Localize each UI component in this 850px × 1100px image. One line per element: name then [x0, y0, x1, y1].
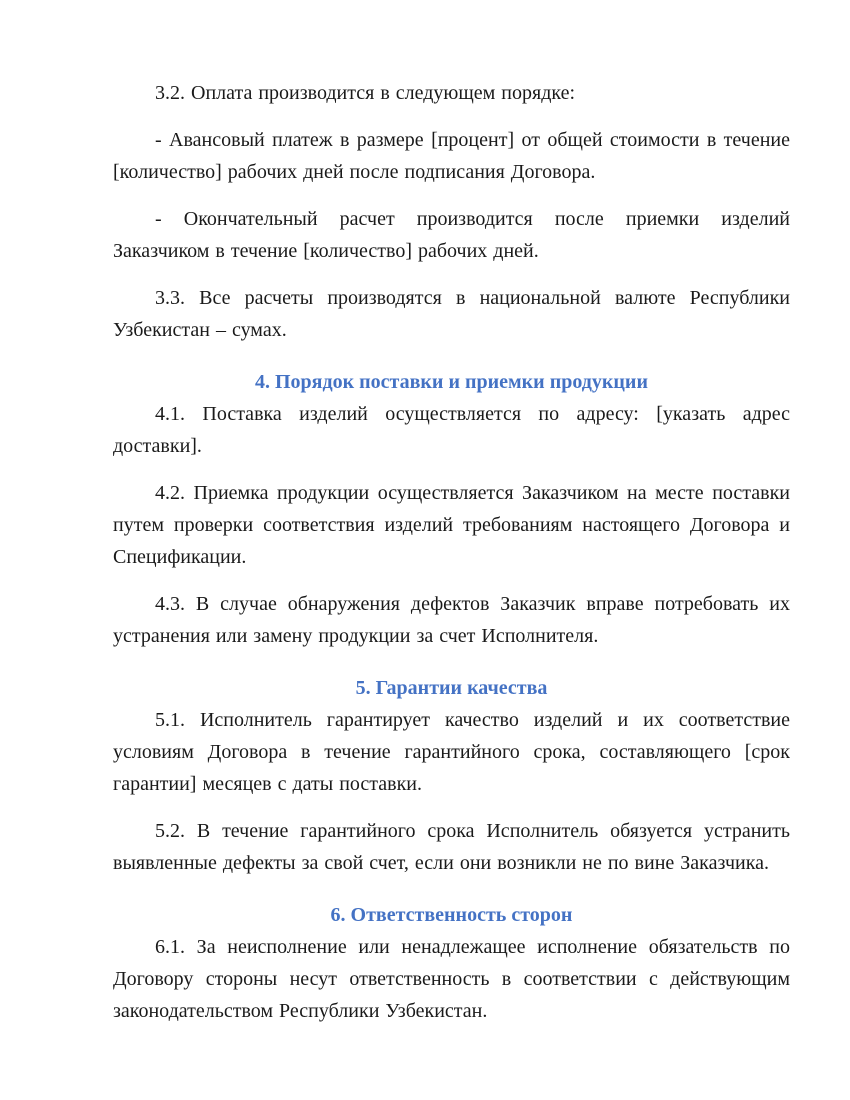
- clause-5-2: 5.2. В течение гарантийного срока Исполнитель обязуется устранить выявленные дефекты за свой счет, если они возникли не по вине Заказчика.: [113, 820, 790, 874]
- clause-4-1: 4.1. Поставка изделий осуществляется по адресу: [указать адрес доставки].: [113, 403, 790, 457]
- clause-4-2: 4.2. Приемка продукции осуществляется Заказчиком на месте поставки путем проверки соответствия изделий требованиям настоящего Договора и Спецификации.: [113, 482, 790, 568]
- section-heading-6: 6. Ответственность сторон: [330, 904, 573, 926]
- clause-3-3: 3.3. Все расчеты производятся в национальной валюте Республики Узбекистан – сумах.: [113, 287, 790, 341]
- clause-3-2: 3.2. Оплата производится в следующем порядке:: [155, 82, 576, 104]
- clause-4-3: 4.3. В случае обнаружения дефектов Заказчик вправе потребовать их устранения или замену продукции за счет Исполнителя.: [113, 593, 790, 647]
- section-heading-5: 5. Гарантии качества: [355, 677, 548, 699]
- section-heading-4: 4. Порядок поставки и приемки продукции: [255, 371, 648, 393]
- clause-advance-payment: - Авансовый платеж в размере [процент] от общей стоимости в течение [количество] рабочих дней после подписания Договора.: [113, 129, 790, 183]
- clause-5-1: 5.1. Исполнитель гарантирует качество изделий и их соответствие условиям Договора в течение гарантийного срока, составляющего [срок гарантии] месяцев с даты поставки.: [113, 709, 790, 795]
- clause-final-settlement: - Окончательный расчет производится после приемки изделий Заказчиком в течение [количество] рабочих дней.: [113, 208, 790, 262]
- clause-6-1: 6.1. За неисполнение или ненадлежащее исполнение обязательств по Договору стороны несут ответственность в соответствии с действующим законодательством Республики Узбекистан.: [113, 936, 790, 1022]
